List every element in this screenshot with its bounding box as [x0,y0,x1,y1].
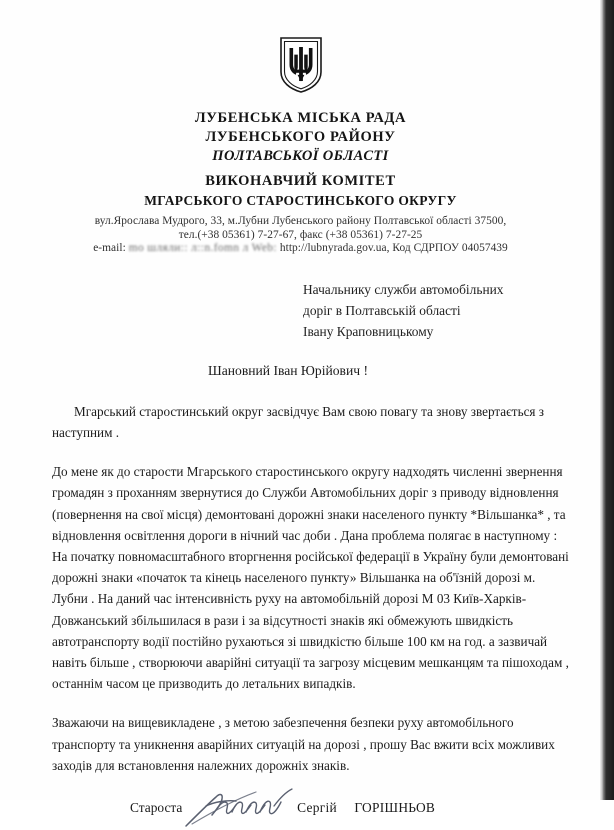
letterhead-line-1: ЛУБЕНСЬКА МІСЬКА РАДА [194,110,407,126]
body-paragraph-3: Зважаючи на вищевикладене , з метою забезпечення безпеки руху автомобільного транспорту та уникнення аварійних ситуацій на дорозі , прошу Вас вжити всіх можливих заходів для встановлення належних дорожніх знаків. [52,715,555,773]
addressee-line-2: доріг в Полтавській області [303,302,461,318]
salutation: Шановний Іван Юрійович ! [208,362,369,378]
letterhead [0,109,601,210]
signature-surname: ГОРІШНЬОВ [354,800,436,816]
contact-address: вул.Ярослава Мудрого, 33, м.Лубни Лубенського району Полтавської області 37500, [94,215,507,227]
web-url: http://lubnyrada.gov.ua, [279,242,390,255]
signature-block [0,800,601,818]
email-value-blurred: mo шляли:: л::n.fomn л [128,242,249,255]
letterhead-line-3: ПОЛТАВСЬКОЇ ОБЛАСТІ [212,148,389,164]
ukrainian-trident-coat-of-arms-icon [278,36,324,94]
addressee-line-1: Начальнику служби автомобільних [303,281,504,297]
emblem-container [0,0,601,99]
signature-given-name: Сергій [297,800,337,816]
body-paragraph-2: До мене як до старости Мгарського старостинського округу надходять численні звернення громадян з проханням звернутися до Служби Автомобільних доріг з приводу відновлення (повернення на свої місця) демонтовані дорожні знаки населеного пункту *Вільшанка* , та відновлення освітлення дороги в нічний час доби . Дана проблема полягає в наступному : На початку повномасштабного вторгнення російської федерації в Україну були демонтовані дорожні знаки «початок та кінець населеного пункту» Вільшанка на об'їзній дорозі м. Лубни . На даний час інтенсивність руху на автомобільній дорозі М 03 Київ-Харків-Довжанський збільшилася в рази і за відсутності знаків які обмежують швидкість автотранспорту водії постійно рухаються зі швидкістю більше 100 км на год. а зазвичай навіть більше , створюючи аварійні ситуації та загрозу місцевим мешканцям та пішоходам , останнім часом це призводить до летальних випадків. [52,464,569,692]
addressee-line-3: Івану Краповницькому [303,323,434,339]
contact-phone: тел.(+38 05361) 7-27-67, факс (+38 05361) 7-27-25 [178,228,423,241]
signature-role: Староста [130,800,183,816]
edrpou-code: Код СДРПОУ 04057439 [392,242,508,255]
letterhead-line-4: ВИКОНАВЧИЙ КОМІТЕТ [205,173,396,189]
scan-edge-shadow [603,0,614,800]
email-label: e-mail: [93,242,126,255]
contact-email-web-code [0,242,601,256]
letterhead-line-2: ЛУБЕНСЬКОГО РАЙОНУ [205,129,396,145]
letter-body [0,401,601,776]
contact-block [0,215,601,256]
handwritten-signature-icon [186,800,294,818]
web-label: Web: [251,242,277,255]
addressee-block [303,279,573,342]
letterhead-line-5: МГАРСЬКОГО СТАРОСТИНСЬКОГО ОКРУГУ [144,193,457,208]
body-paragraph-1: Мгарський старостинський округ засвідчує Вам свою повагу та знову звертається з наступним . [52,403,545,440]
